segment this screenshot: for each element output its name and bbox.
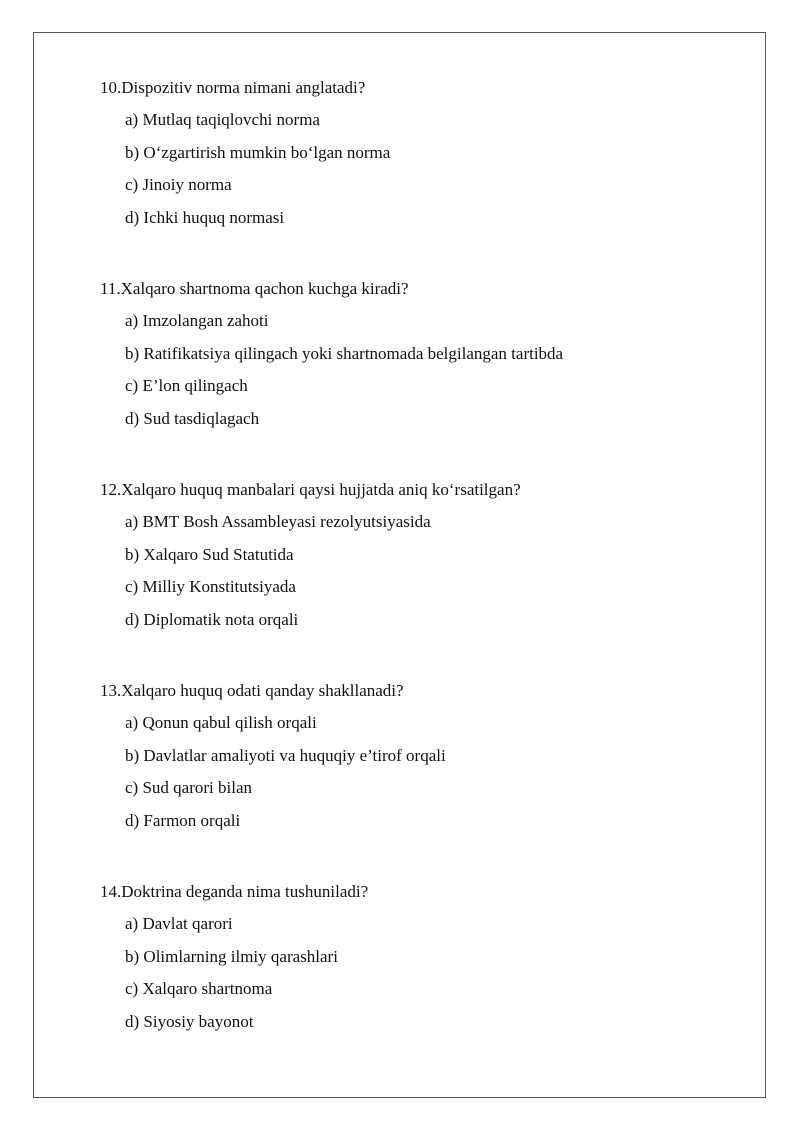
question-text: [100, 675, 740, 707]
question-prompt: Xalqaro huquq manbalari qaysi hujjatda aniq ko‘rsatilgan?: [121, 480, 521, 499]
question-12: [100, 474, 740, 675]
option-a: a) Imzolangan zahoti: [125, 311, 269, 330]
question-text: [100, 72, 740, 104]
option-a: a) BMT Bosh Assambleyasi rezolyutsiyasida: [125, 512, 431, 531]
question-number: 11.: [100, 279, 121, 298]
question-13: [100, 675, 740, 876]
option-d: d) Farmon orqali: [125, 810, 241, 830]
option-c: c) E’lon qilingach: [125, 376, 248, 395]
option-b: b) Xalqaro Sud Statutida: [125, 544, 294, 564]
question-text: [100, 273, 740, 305]
option-d: d) Sud tasdiqlagach: [125, 408, 260, 428]
option-a: a) Davlat qarori: [125, 914, 233, 933]
question-prompt: Doktrina deganda nima tushuniladi?: [121, 882, 369, 901]
option-a: a) Qonun qabul qilish orqali: [125, 713, 317, 732]
option-c: c) Xalqaro shartnoma: [125, 979, 273, 998]
question-text: [100, 474, 740, 506]
option-d: d) Diplomatik nota orqali: [125, 609, 299, 629]
option-b: b) Davlatlar amaliyoti va huquqiy e’tirof orqali: [125, 745, 446, 765]
question-prompt: Dispozitiv norma nimani anglatadi?: [121, 78, 366, 97]
question-number: 14.: [100, 882, 122, 901]
question-prompt: Xalqaro huquq odati qanday shakllanadi?: [121, 681, 404, 700]
question-text: [100, 876, 740, 908]
question-10: [100, 72, 740, 273]
question-14: [100, 876, 740, 1077]
option-b: b) O‘zgartirish mumkin bo‘lgan norma: [125, 142, 391, 162]
question-number: 10.: [100, 78, 122, 97]
option-c: c) Jinoiy norma: [125, 175, 232, 194]
question-11: [100, 273, 740, 474]
question-list: [100, 72, 740, 1077]
option-b: b) Ratifikatsiya qilingach yoki shartnomada belgilangan tartibda: [125, 343, 564, 363]
option-d: d) Ichki huquq normasi: [125, 207, 285, 227]
question-prompt: Xalqaro shartnoma qachon kuchga kiradi?: [120, 279, 409, 298]
option-c: c) Sud qarori bilan: [125, 778, 252, 797]
option-c: c) Milliy Konstitutsiyada: [125, 577, 296, 596]
option-b: b) Olimlarning ilmiy qarashlari: [125, 946, 338, 966]
option-d: d) Siyosiy bayonot: [125, 1011, 254, 1031]
question-number: 13.: [100, 681, 122, 700]
option-a: a) Mutlaq taqiqlovchi norma: [125, 110, 320, 129]
question-number: 12.: [100, 480, 122, 499]
